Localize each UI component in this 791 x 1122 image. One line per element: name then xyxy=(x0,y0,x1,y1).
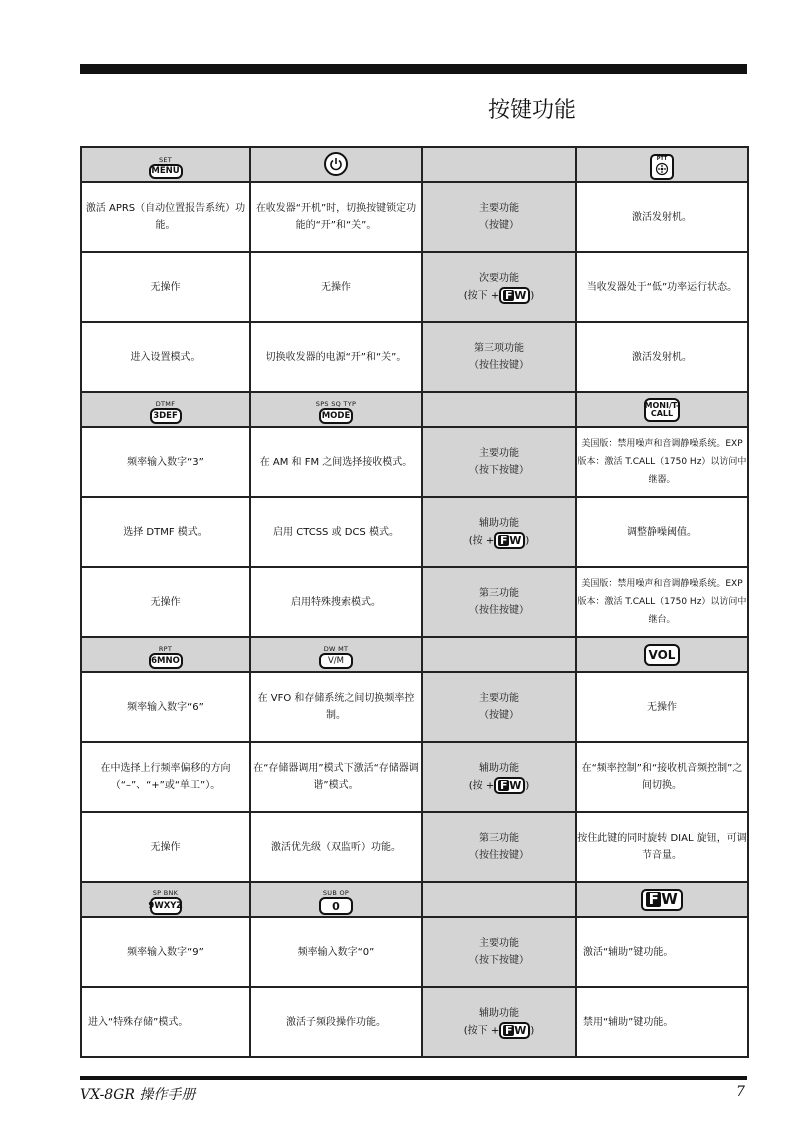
function-cell: 调整静噪阈值。 xyxy=(576,497,748,567)
function-row xyxy=(81,252,748,322)
function-cell: 无操作 xyxy=(81,567,250,637)
function-cell: 频率输入数字“6” xyxy=(81,672,250,742)
function-cell: 激活发射机。 xyxy=(576,182,748,252)
key-9-icon: SP BNK 9WXYZ xyxy=(150,890,182,915)
key-header-row xyxy=(81,147,748,182)
function-level-cell: 辅助功能 (按 + F W ) xyxy=(422,742,576,812)
function-row xyxy=(81,427,748,497)
function-cell: 激活子频段操作功能。 xyxy=(250,987,422,1057)
function-row xyxy=(81,742,748,812)
vm-key-icon: DW MT V/M xyxy=(319,646,353,669)
key-cell xyxy=(81,147,250,182)
function-cell: 切换收发器的电源“开”和“关”。 xyxy=(250,322,422,392)
function-cell: 按住此键的同时旋转 DIAL 旋钮，可调节音量。 xyxy=(576,812,748,882)
function-cell: 美国版：禁用噪声和音调静噪系统。EXP 版本：激活 T.CALL（1750 Hz）以访问中继器。 xyxy=(576,427,748,497)
function-cell: 在收发器“开机”时，切换按键锁定功能的“开”和“关”。 xyxy=(250,182,422,252)
function-cell: 启用特殊搜索模式。 xyxy=(250,567,422,637)
function-cell: 无操作 xyxy=(576,672,748,742)
ptt-key-icon: PTT xyxy=(650,154,674,180)
key-header-row xyxy=(81,637,748,672)
function-cell: 激活发射机。 xyxy=(576,322,748,392)
key-cell xyxy=(422,392,576,427)
function-cell: 激活优先级（双监听）功能。 xyxy=(250,812,422,882)
function-row xyxy=(81,322,748,392)
function-level-cell: 第三功能 （按住按键） xyxy=(422,812,576,882)
function-level-cell: 主要功能 （按键） xyxy=(422,182,576,252)
function-cell: 进入“特殊存储”模式。 xyxy=(81,987,250,1057)
moni-key-icon: MONI/T-CALL xyxy=(644,398,680,422)
header-rule xyxy=(80,64,747,74)
key-cell xyxy=(81,882,250,917)
fw-key-icon: F W xyxy=(499,1022,530,1039)
function-cell: 无操作 xyxy=(250,252,422,322)
key-header-row xyxy=(81,392,748,427)
key-cell xyxy=(422,147,576,182)
fw-key-icon: F W xyxy=(641,889,683,911)
function-level-cell: 第三功能 （按住按键） xyxy=(422,567,576,637)
function-level-cell: 辅助功能 (按 + F W ) xyxy=(422,497,576,567)
function-level-cell: 次要功能 (按下 + F W ) xyxy=(422,252,576,322)
key-cell xyxy=(422,637,576,672)
power-key-icon xyxy=(324,152,348,176)
key-cell xyxy=(250,147,422,182)
function-cell: 禁用“辅助”键功能。 xyxy=(576,987,748,1057)
fw-key-icon: F W xyxy=(499,287,530,304)
function-cell: 激活“辅助”键功能。 xyxy=(576,917,748,987)
function-cell: 当收发器处于“低”功率运行状态。 xyxy=(576,252,748,322)
function-row xyxy=(81,917,748,987)
function-cell: 频率输入数字“0” xyxy=(250,917,422,987)
function-row xyxy=(81,672,748,742)
menu-key-icon: SET MENU xyxy=(149,157,183,179)
function-cell: 无操作 xyxy=(81,812,250,882)
vol-key-icon: VOL xyxy=(644,644,680,666)
key-cell xyxy=(81,637,250,672)
key-6-icon: RPT 6MNO xyxy=(149,646,183,669)
function-row xyxy=(81,497,748,567)
function-cell: 在 AM 和 FM 之间选择接收模式。 xyxy=(250,427,422,497)
key-cell xyxy=(576,637,748,672)
function-level-cell: 第三项功能 （按住按键） xyxy=(422,322,576,392)
manual-title: VX-8GR 操作手册 xyxy=(80,1087,196,1103)
function-cell: 激活 APRS（自动位置报告系统）功能。 xyxy=(81,182,250,252)
function-cell: 无操作 xyxy=(81,252,250,322)
function-level-cell: 辅助功能 (按下 + F W ) xyxy=(422,987,576,1057)
function-cell: 在“频率控制”和“接收机音频控制”之间切换。 xyxy=(576,742,748,812)
function-level-cell: 主要功能 （按下按键） xyxy=(422,427,576,497)
key-cell xyxy=(576,147,748,182)
page-title: 按键功能 xyxy=(488,98,577,123)
page-number: 7 xyxy=(736,1084,745,1100)
function-row xyxy=(81,182,748,252)
function-cell: 选择 DTMF 模式。 xyxy=(81,497,250,567)
key-function-table xyxy=(80,146,749,1058)
key-cell xyxy=(250,882,422,917)
function-cell: 在中选择上行频率偏移的方向（“–”、“+”或“单工”）。 xyxy=(81,742,250,812)
key-cell xyxy=(576,392,748,427)
function-cell: 美国版：禁用噪声和音调静噪系统。EXP 版本：激活 T.CALL（1750 Hz）以访问中继台。 xyxy=(576,567,748,637)
function-level-cell: 主要功能 （按下按键） xyxy=(422,917,576,987)
function-row xyxy=(81,567,748,637)
function-cell: 进入设置模式。 xyxy=(81,322,250,392)
key-cell xyxy=(250,637,422,672)
function-cell: 在 VFO 和存储系统之间切换频率控制。 xyxy=(250,672,422,742)
function-cell: 频率输入数字“3” xyxy=(81,427,250,497)
function-cell: 在“存储器调用”模式下激活“存储器调谐”模式。 xyxy=(250,742,422,812)
key-3-icon: DTMF 3DEF xyxy=(150,401,182,424)
function-cell: 频率输入数字“9” xyxy=(81,917,250,987)
fw-key-icon: F W xyxy=(494,777,525,794)
key-cell xyxy=(576,882,748,917)
key-cell xyxy=(81,392,250,427)
mode-key-icon: SPS SQ TYP MODE xyxy=(316,401,356,424)
key-cell xyxy=(422,882,576,917)
footer-rule xyxy=(80,1076,747,1080)
key-cell xyxy=(250,392,422,427)
fw-key-icon: F W xyxy=(494,532,525,549)
key-header-row xyxy=(81,882,748,917)
function-row xyxy=(81,987,748,1057)
key-0-icon: SUB OP 0 xyxy=(319,890,353,915)
function-cell: 启用 CTCSS 或 DCS 模式。 xyxy=(250,497,422,567)
function-row xyxy=(81,812,748,882)
function-level-cell: 主要功能 （按键） xyxy=(422,672,576,742)
